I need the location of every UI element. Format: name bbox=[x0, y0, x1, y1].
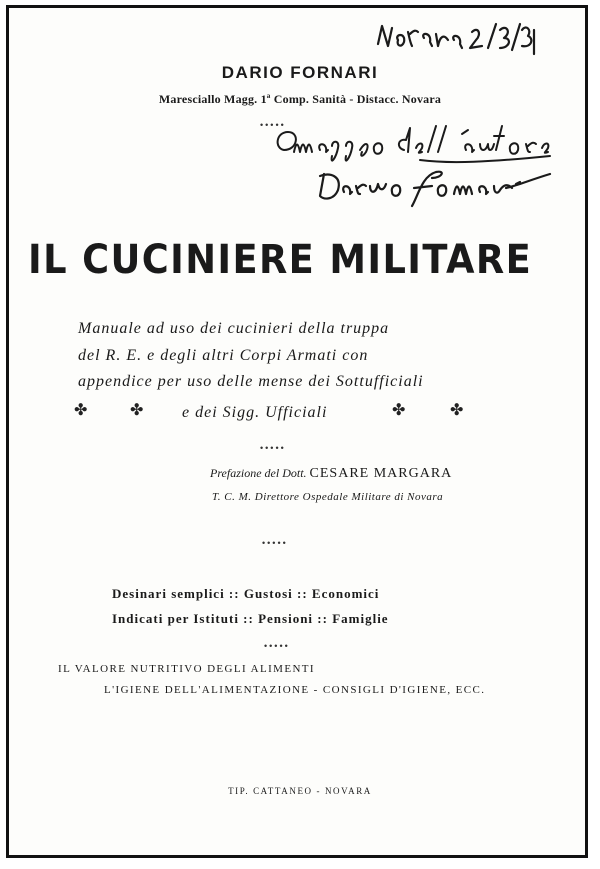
contents-line-2: L'IGIENE DELL'ALIMENTAZIONE - CONSIGLI D'IGIENE, ECC. bbox=[104, 684, 486, 696]
separator-2: ••••• bbox=[260, 443, 286, 453]
ornament-icon: ✤ bbox=[74, 402, 88, 419]
subtitle-line-4: e dei Sigg. Ufficiali bbox=[182, 404, 328, 421]
subtitle-line-2: del R. E. e degli altri Corpi Armati con bbox=[78, 347, 369, 364]
printer-imprint: TIP. CATTANEO - NOVARA bbox=[228, 786, 372, 796]
handwritten-date bbox=[372, 18, 542, 64]
author-name: DARIO FORNARI bbox=[221, 63, 379, 82]
subtitle-line-3: appendice per uso delle mense dei Sottufficiali bbox=[78, 373, 424, 390]
ornament-icon: ✤ bbox=[450, 402, 464, 419]
handwritten-signature bbox=[310, 162, 560, 224]
book-title: IL CUCINIERE MILITARE bbox=[28, 237, 533, 283]
subtitle-line-1: Manuale ad uso dei cucinieri della truppa bbox=[78, 320, 390, 337]
separator-3: ••••• bbox=[262, 538, 288, 548]
preface-line bbox=[210, 466, 452, 482]
preface-author: CESARE MARGARA bbox=[309, 466, 453, 481]
separator-4: ••••• bbox=[264, 641, 290, 651]
separator-1: ••••• bbox=[260, 120, 286, 130]
preface-author-role: T. C. M. Direttore Ospedale Militare di Novara bbox=[212, 491, 444, 503]
preface-label: Prefazione del Dott. bbox=[210, 466, 307, 480]
ornament-icon: ✤ bbox=[130, 402, 144, 419]
author-rank: Maresciallo Magg. 1ª Comp. Sanità - Distacc. Novara bbox=[158, 92, 442, 106]
features-line-1: Desinari semplici :: Gustosi :: Economici bbox=[112, 586, 380, 601]
ornament-icon: ✤ bbox=[392, 402, 406, 419]
features-line-2: Indicati per Istituti :: Pensioni :: Famiglie bbox=[112, 611, 389, 626]
contents-line-1: IL VALORE NUTRITIVO DEGLI ALIMENTI bbox=[58, 663, 315, 675]
